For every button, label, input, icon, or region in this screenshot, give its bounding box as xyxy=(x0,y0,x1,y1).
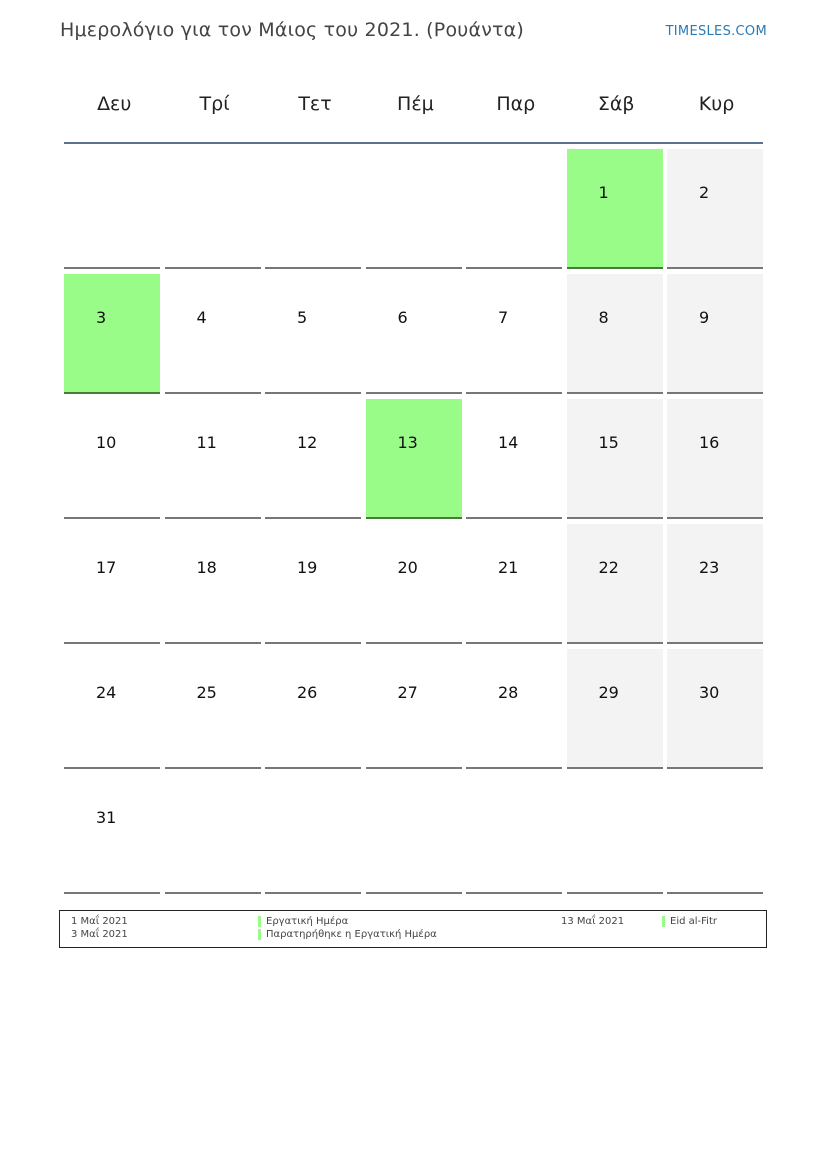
calendar-week-row xyxy=(64,649,763,769)
day-cell-empty xyxy=(567,774,663,894)
day-cell-empty xyxy=(165,774,261,894)
day-cell-holiday[interactable] xyxy=(567,149,663,269)
day-cell-weekend[interactable] xyxy=(667,149,763,269)
day-number: 18 xyxy=(196,558,217,577)
day-number: 4 xyxy=(196,308,207,327)
day-number: 15 xyxy=(598,433,619,452)
day-number: 16 xyxy=(699,433,720,452)
day-cell-weekend[interactable] xyxy=(567,524,663,644)
day-cell[interactable] xyxy=(165,649,261,769)
day-cell[interactable] xyxy=(466,399,562,519)
day-number: 8 xyxy=(598,308,609,327)
day-number: 29 xyxy=(598,683,619,702)
weekday-sat: Σάβ xyxy=(597,93,635,115)
calendar-weeks xyxy=(64,149,763,894)
site-link[interactable]: TIMESLES.COM xyxy=(665,24,767,39)
day-number: 5 xyxy=(297,308,308,327)
weekday-thu: Πέμ xyxy=(397,93,434,115)
day-cell-weekend[interactable] xyxy=(667,274,763,394)
calendar-week-row xyxy=(64,399,763,519)
legend-date-2: 3 Μαΐ 2021 xyxy=(71,929,128,940)
legend-date-3: 13 Μαΐ 2021 xyxy=(561,916,625,927)
day-cell-weekend[interactable] xyxy=(567,399,663,519)
calendar-week-row xyxy=(64,274,763,394)
day-cell-empty xyxy=(366,774,462,894)
day-cell[interactable] xyxy=(265,649,361,769)
weekday-sun: Κυρ xyxy=(698,93,735,115)
day-cell-empty xyxy=(265,149,361,269)
day-cell[interactable] xyxy=(165,399,261,519)
day-cell-weekend[interactable] xyxy=(567,649,663,769)
day-cell[interactable] xyxy=(165,524,261,644)
weekday-fri: Παρ xyxy=(496,93,536,115)
day-cell-empty xyxy=(64,149,160,269)
day-cell[interactable] xyxy=(165,274,261,394)
day-number: 19 xyxy=(297,558,318,577)
day-cell-weekend[interactable] xyxy=(667,649,763,769)
calendar-grid xyxy=(64,80,763,894)
day-cell[interactable] xyxy=(265,274,361,394)
day-number: 7 xyxy=(498,308,509,327)
day-number: 12 xyxy=(297,433,318,452)
day-cell[interactable] xyxy=(366,274,462,394)
day-number: 1 xyxy=(598,183,609,202)
holiday-legend xyxy=(59,910,767,948)
legend-name-1: Εργατική Ημέρα xyxy=(266,916,349,927)
legend-date-1: 1 Μαΐ 2021 xyxy=(71,916,128,927)
day-number: 28 xyxy=(498,683,519,702)
day-cell-weekend[interactable] xyxy=(667,524,763,644)
day-cell-holiday[interactable] xyxy=(64,274,160,394)
day-number: 2 xyxy=(699,183,710,202)
day-number: 6 xyxy=(397,308,408,327)
legend-name-2: Παρατηρήθηκε η Εργατική Ημέρα xyxy=(266,929,437,940)
day-cell[interactable] xyxy=(466,274,562,394)
calendar-week-row xyxy=(64,774,763,894)
day-number: 22 xyxy=(598,558,619,577)
calendar-week-row xyxy=(64,524,763,644)
day-cell[interactable] xyxy=(64,774,160,894)
day-cell[interactable] xyxy=(366,524,462,644)
day-cell-empty xyxy=(466,774,562,894)
day-cell[interactable] xyxy=(64,399,160,519)
weekday-wed: Τετ xyxy=(298,93,332,115)
day-cell[interactable] xyxy=(466,524,562,644)
day-cell[interactable] xyxy=(265,399,361,519)
day-cell-weekend[interactable] xyxy=(667,399,763,519)
day-cell-empty xyxy=(165,149,261,269)
weekday-tue: Τρί xyxy=(199,93,230,115)
day-cell[interactable] xyxy=(265,524,361,644)
day-cell[interactable] xyxy=(64,649,160,769)
weekday-header-row xyxy=(64,80,763,144)
day-cell-empty xyxy=(667,774,763,894)
weekday-mon: Δευ xyxy=(97,93,132,115)
day-cell-empty xyxy=(366,149,462,269)
day-number: 25 xyxy=(196,683,217,702)
day-number: 13 xyxy=(397,433,418,452)
legend-holiday-marker xyxy=(258,929,261,940)
day-cell-weekend[interactable] xyxy=(567,274,663,394)
day-cell-empty xyxy=(466,149,562,269)
day-number: 11 xyxy=(196,433,217,452)
day-number: 10 xyxy=(96,433,117,452)
day-number: 31 xyxy=(96,808,117,827)
day-cell-holiday[interactable] xyxy=(366,399,462,519)
day-cell[interactable] xyxy=(64,524,160,644)
legend-name-3: Eid al-Fitr xyxy=(670,916,717,927)
day-number: 9 xyxy=(699,308,710,327)
page-title: Ημερολόγιο για τον Μάιος του 2021. (Ρουάντα) xyxy=(60,19,524,41)
day-number: 17 xyxy=(96,558,117,577)
day-number: 23 xyxy=(699,558,720,577)
day-number: 26 xyxy=(297,683,318,702)
day-number: 14 xyxy=(498,433,519,452)
day-cell-empty xyxy=(265,774,361,894)
day-number: 3 xyxy=(96,308,107,327)
calendar-week-row xyxy=(64,149,763,269)
day-number: 27 xyxy=(397,683,418,702)
legend-holiday-marker xyxy=(662,916,665,927)
day-number: 21 xyxy=(498,558,519,577)
day-cell[interactable] xyxy=(366,649,462,769)
day-cell[interactable] xyxy=(466,649,562,769)
day-number: 20 xyxy=(397,558,418,577)
day-number: 30 xyxy=(699,683,720,702)
legend-holiday-marker xyxy=(258,916,261,927)
day-number: 24 xyxy=(96,683,117,702)
